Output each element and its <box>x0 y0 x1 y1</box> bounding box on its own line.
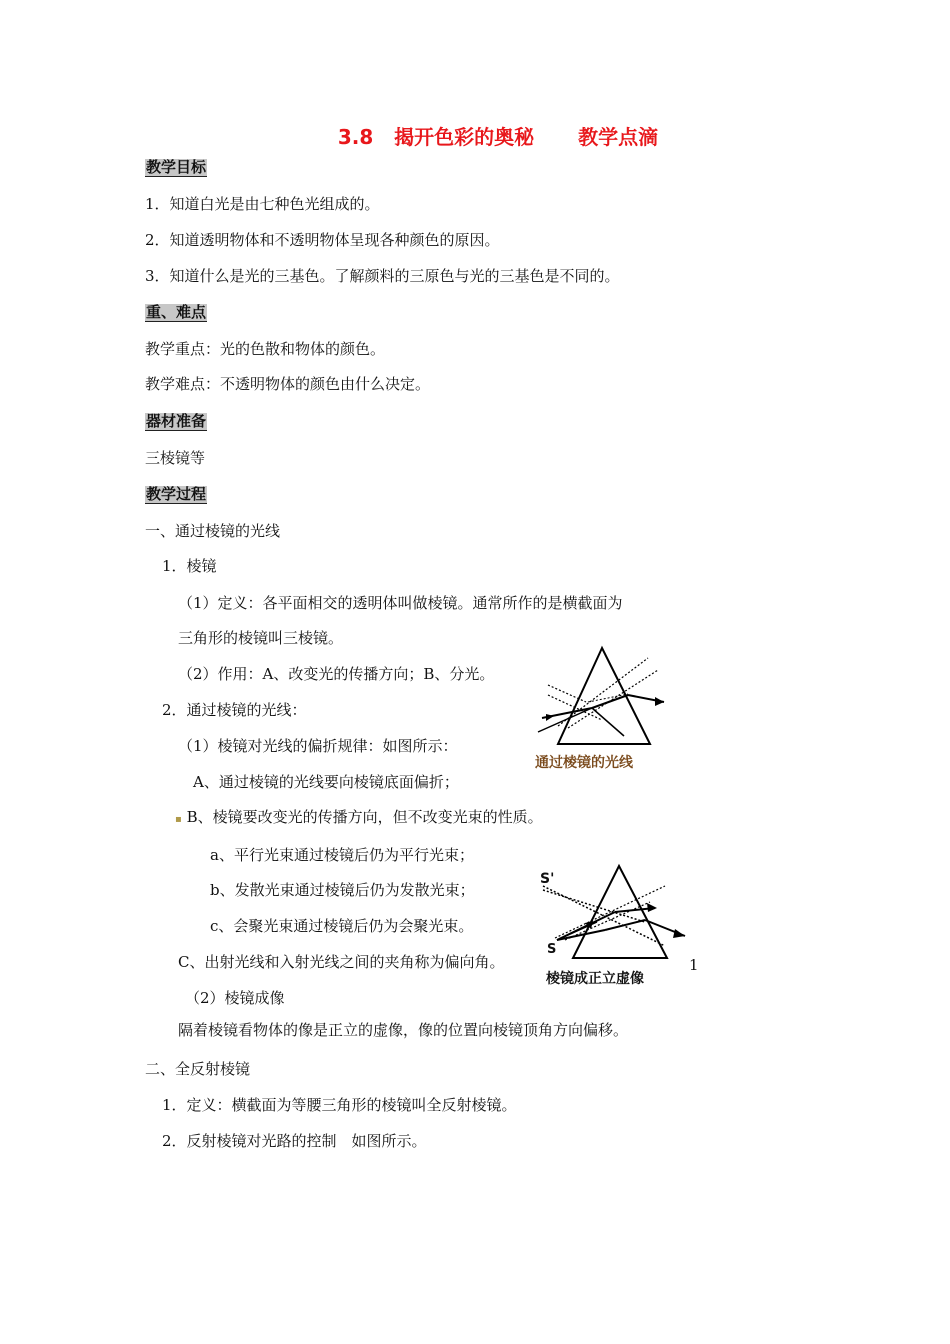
figure-prism-light-caption: 通过棱镜的光线 <box>535 755 633 771</box>
prism-light-diagram <box>528 640 668 750</box>
section-heading-process: 教学过程 <box>146 485 207 503</box>
title-suffix: 教学点滴 <box>578 125 659 149</box>
process-imaging-text: 隔着棱镜看物体的像是正立的虚像，像的位置向棱镜顶角方向偏移。 <box>178 1021 629 1039</box>
process-rule-b: B、棱镜要改变光的传播方向，但不改变光束的性质。 <box>186 808 543 826</box>
focus-difficult: 教学难点：不透明物体的颜色由什么决定。 <box>145 375 431 393</box>
page-title <box>0 127 950 147</box>
page-number: 1 <box>689 956 699 974</box>
title-main: 揭开色彩的奥秘 <box>394 125 535 149</box>
figure-prism-image <box>535 858 695 993</box>
figure-prism-image-caption: 棱镜成正立虚像 <box>546 971 644 987</box>
process-rule: （1）棱镜对光线的偏折规律：如图所示： <box>178 737 458 755</box>
process-rule-b-line <box>175 810 543 825</box>
process-def-line1: （1）定义：各平面相交的透明体叫做棱镜。通常所作的是横截面为 <box>178 594 623 612</box>
process-p2-2: 2．反射棱镜对光路的控制 如图所示。 <box>162 1132 427 1150</box>
process-rule-c: C、出射光线和入射光线之间的夹角称为偏向角。 <box>178 953 505 971</box>
process-rule-b-small: b、发散光束通过棱镜后仍为发散光束； <box>210 881 475 899</box>
process-def-line2: 三角形的棱镜叫三棱镜。 <box>178 629 344 647</box>
goal-item-3: 3．知道什么是光的三基色。了解颜料的三原色与光的三基色是不同的。 <box>145 267 620 285</box>
process-p2-1: 1．定义：横截面为等腰三角形的棱镜叫全反射棱镜。 <box>162 1096 517 1114</box>
figure-prism-light <box>528 640 668 780</box>
process-p1-1: 1．棱镜 <box>162 557 217 575</box>
label-s: S <box>547 942 557 957</box>
small-dot-icon: ▪ <box>175 814 182 825</box>
process-rule-a: A、通过棱镜的光线要向棱镜底面偏折； <box>193 773 459 791</box>
goal-item-2: 2．知道透明物体和不透明物体呈现各种颜色的原因。 <box>145 231 500 249</box>
prism-image-diagram <box>535 858 695 968</box>
process-part1: 一、通过棱镜的光线 <box>145 522 281 540</box>
process-imaging: （2）棱镜成像 <box>185 989 285 1007</box>
process-use: （2）作用：A、改变光的传播方向；B、分光。 <box>178 665 495 683</box>
focus-key: 教学重点：光的色散和物体的颜色。 <box>145 340 386 358</box>
title-number: 3.8 <box>337 125 374 149</box>
process-p1-2: 2．通过棱镜的光线： <box>162 701 307 719</box>
section-heading-focus: 重、难点 <box>146 303 207 321</box>
section-heading-goals: 教学目标 <box>146 158 207 176</box>
materials-text: 三棱镜等 <box>145 449 206 467</box>
section-heading-materials: 器材准备 <box>146 412 207 430</box>
process-part2: 二、全反射棱镜 <box>145 1060 251 1078</box>
process-rule-c-small: c、会聚光束通过棱镜后仍为会聚光束。 <box>210 917 474 935</box>
goal-item-1: 1．知道白光是由七种色光组成的。 <box>145 195 380 213</box>
process-rule-a-small: a、平行光束通过棱镜后仍为平行光束； <box>210 846 474 864</box>
label-s-prime: S' <box>540 871 555 887</box>
